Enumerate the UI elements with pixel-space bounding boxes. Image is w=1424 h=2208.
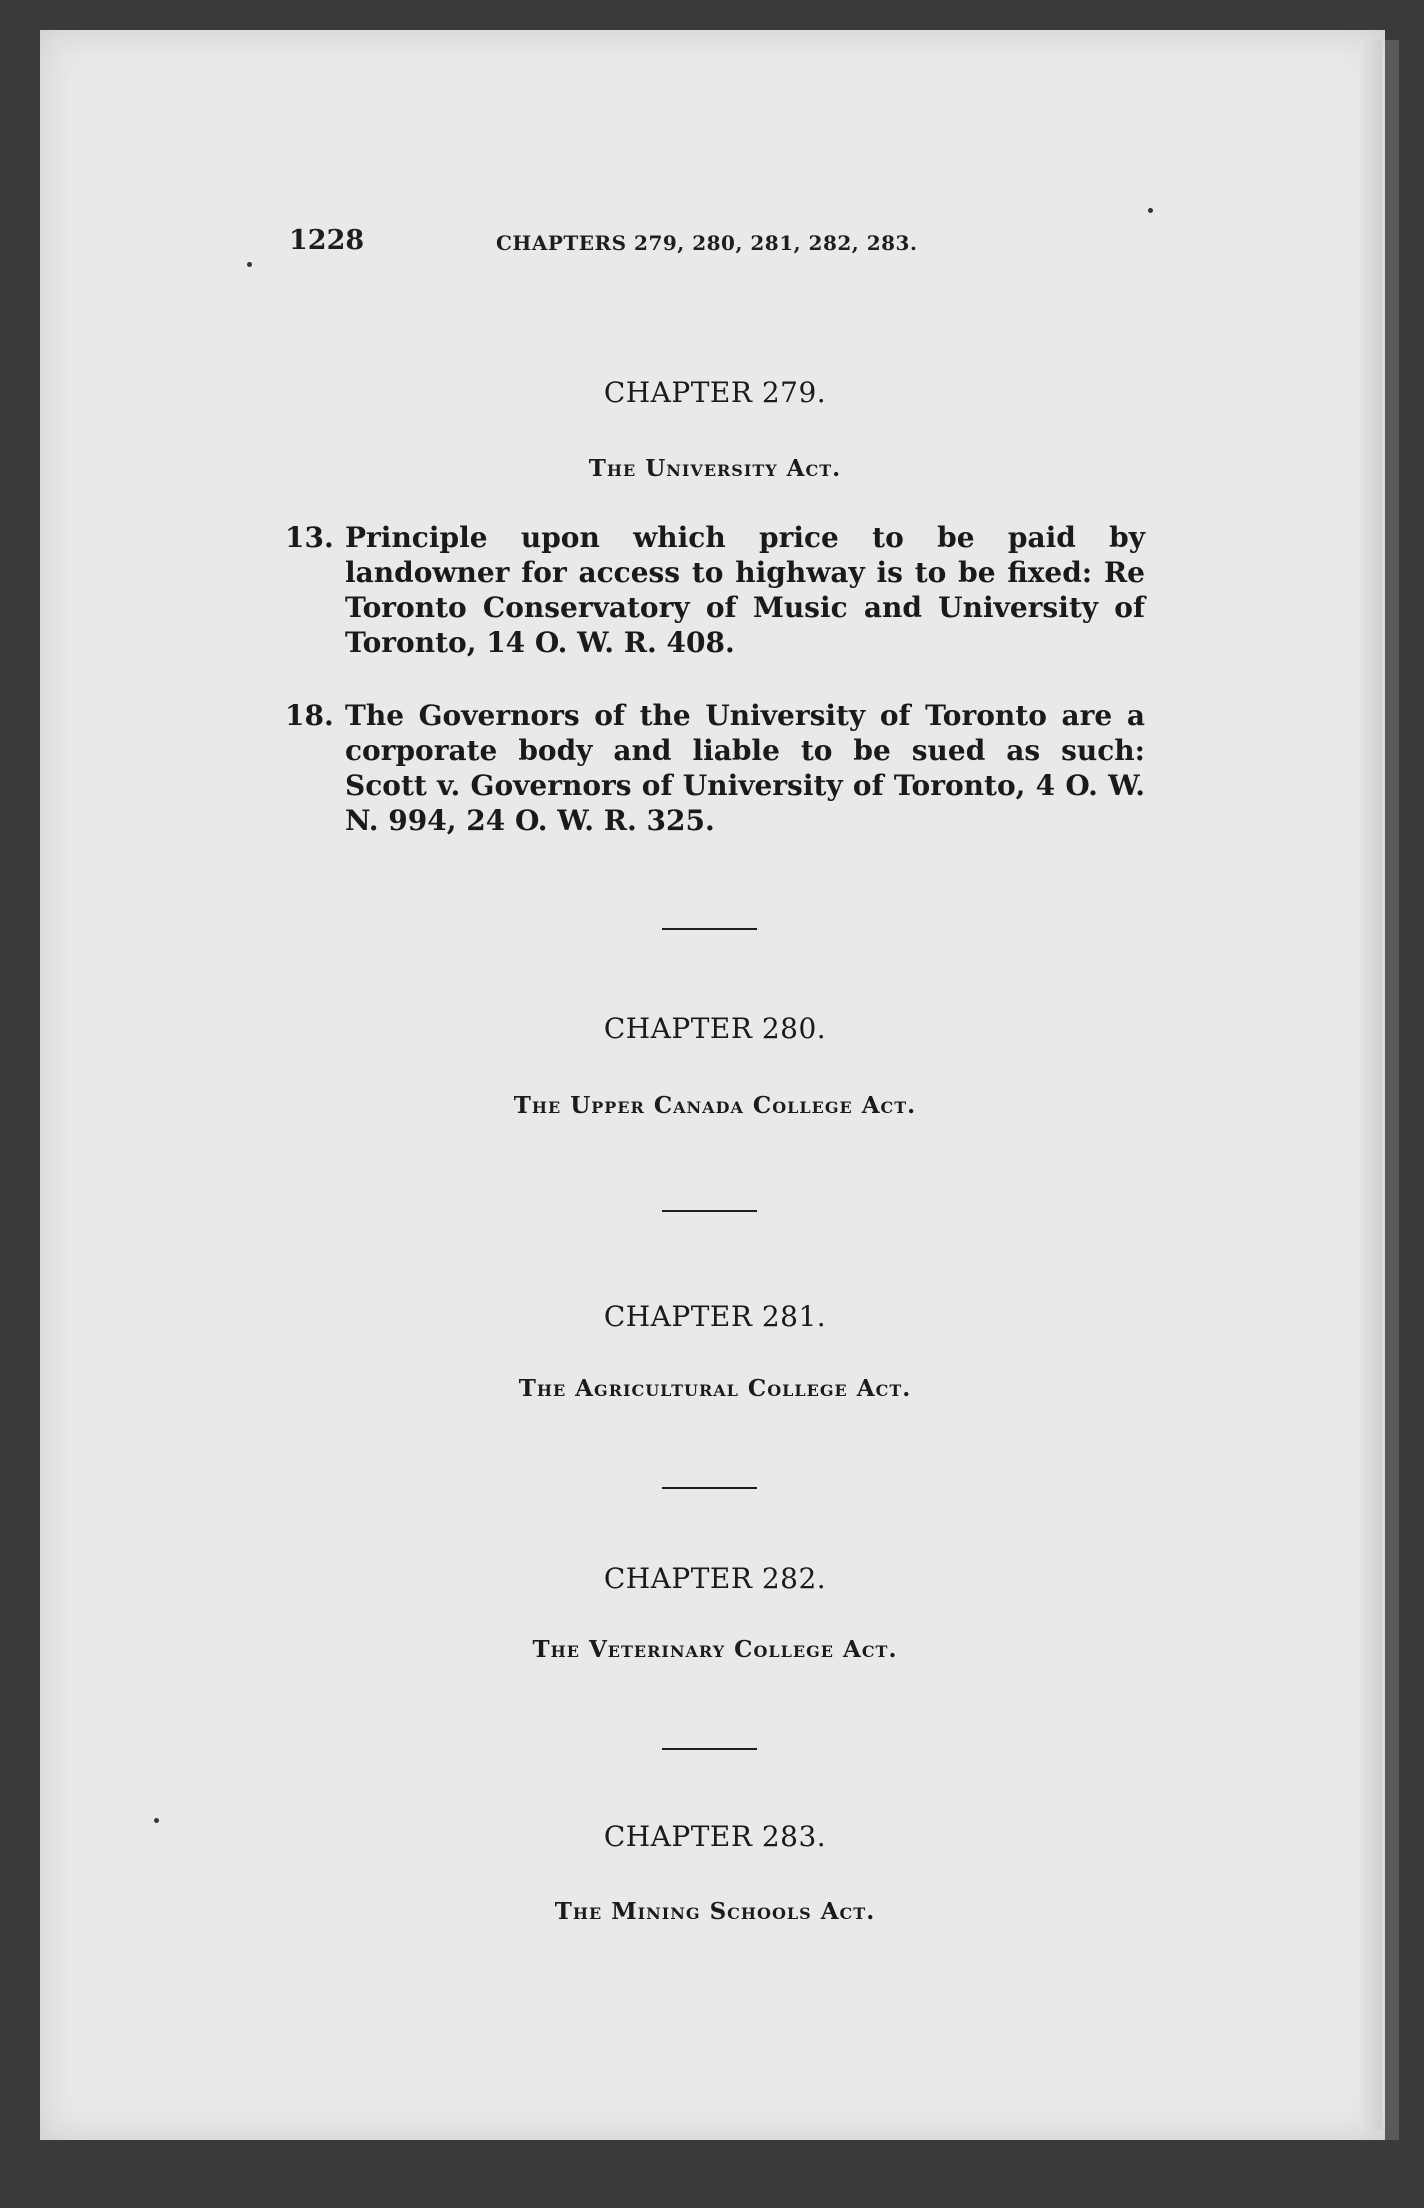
- act-title: The University Act.: [588, 455, 842, 482]
- annotation-note: [285, 698, 1145, 848]
- page-speck: [1148, 208, 1153, 213]
- act-title: The Mining Schools Act.: [554, 1898, 876, 1925]
- running-head: CHAPTERS 279, 280, 281, 282, 283.: [496, 231, 918, 255]
- chapter-title: CHAPTER 283.: [603, 1820, 827, 1853]
- annotation-note: [285, 520, 1145, 670]
- page-number: 1228: [289, 225, 365, 256]
- act-title: The Veterinary College Act.: [532, 1636, 898, 1663]
- section-number: 13.: [285, 521, 334, 554]
- page-edge: [1360, 40, 1382, 2130]
- section-divider: [662, 1748, 757, 1750]
- chapter-title: CHAPTER 282.: [603, 1562, 827, 1595]
- chapter-title: CHAPTER 280.: [603, 1012, 827, 1045]
- section-divider: [662, 928, 757, 930]
- note-text: Principle upon which price to be paid by landowner for access to highway is to be fixed: Re Toronto Conservatory of Music and University of Toronto, 14 O. W. R. 408.: [345, 521, 1145, 659]
- act-title: The Upper Canada College Act.: [513, 1092, 917, 1119]
- chapter-title: CHAPTER 281.: [603, 1300, 827, 1333]
- binding-shadow: [1385, 40, 1399, 2140]
- note-text: The Governors of the University of Toronto are a corporate body and liable to be sued as such: Scott v. Governors of University of Toronto, 4 O. W. N. 994, 24 O. W. R. 325.: [345, 699, 1145, 837]
- section-number: 18.: [285, 699, 334, 732]
- chapter-title: CHAPTER 279.: [603, 376, 827, 409]
- page-speck: [154, 1818, 159, 1823]
- section-divider: [662, 1210, 757, 1212]
- page-speck: [247, 262, 252, 267]
- act-title: The Agricultural College Act.: [518, 1375, 912, 1402]
- page-header: [285, 225, 1145, 265]
- section-divider: [662, 1487, 757, 1489]
